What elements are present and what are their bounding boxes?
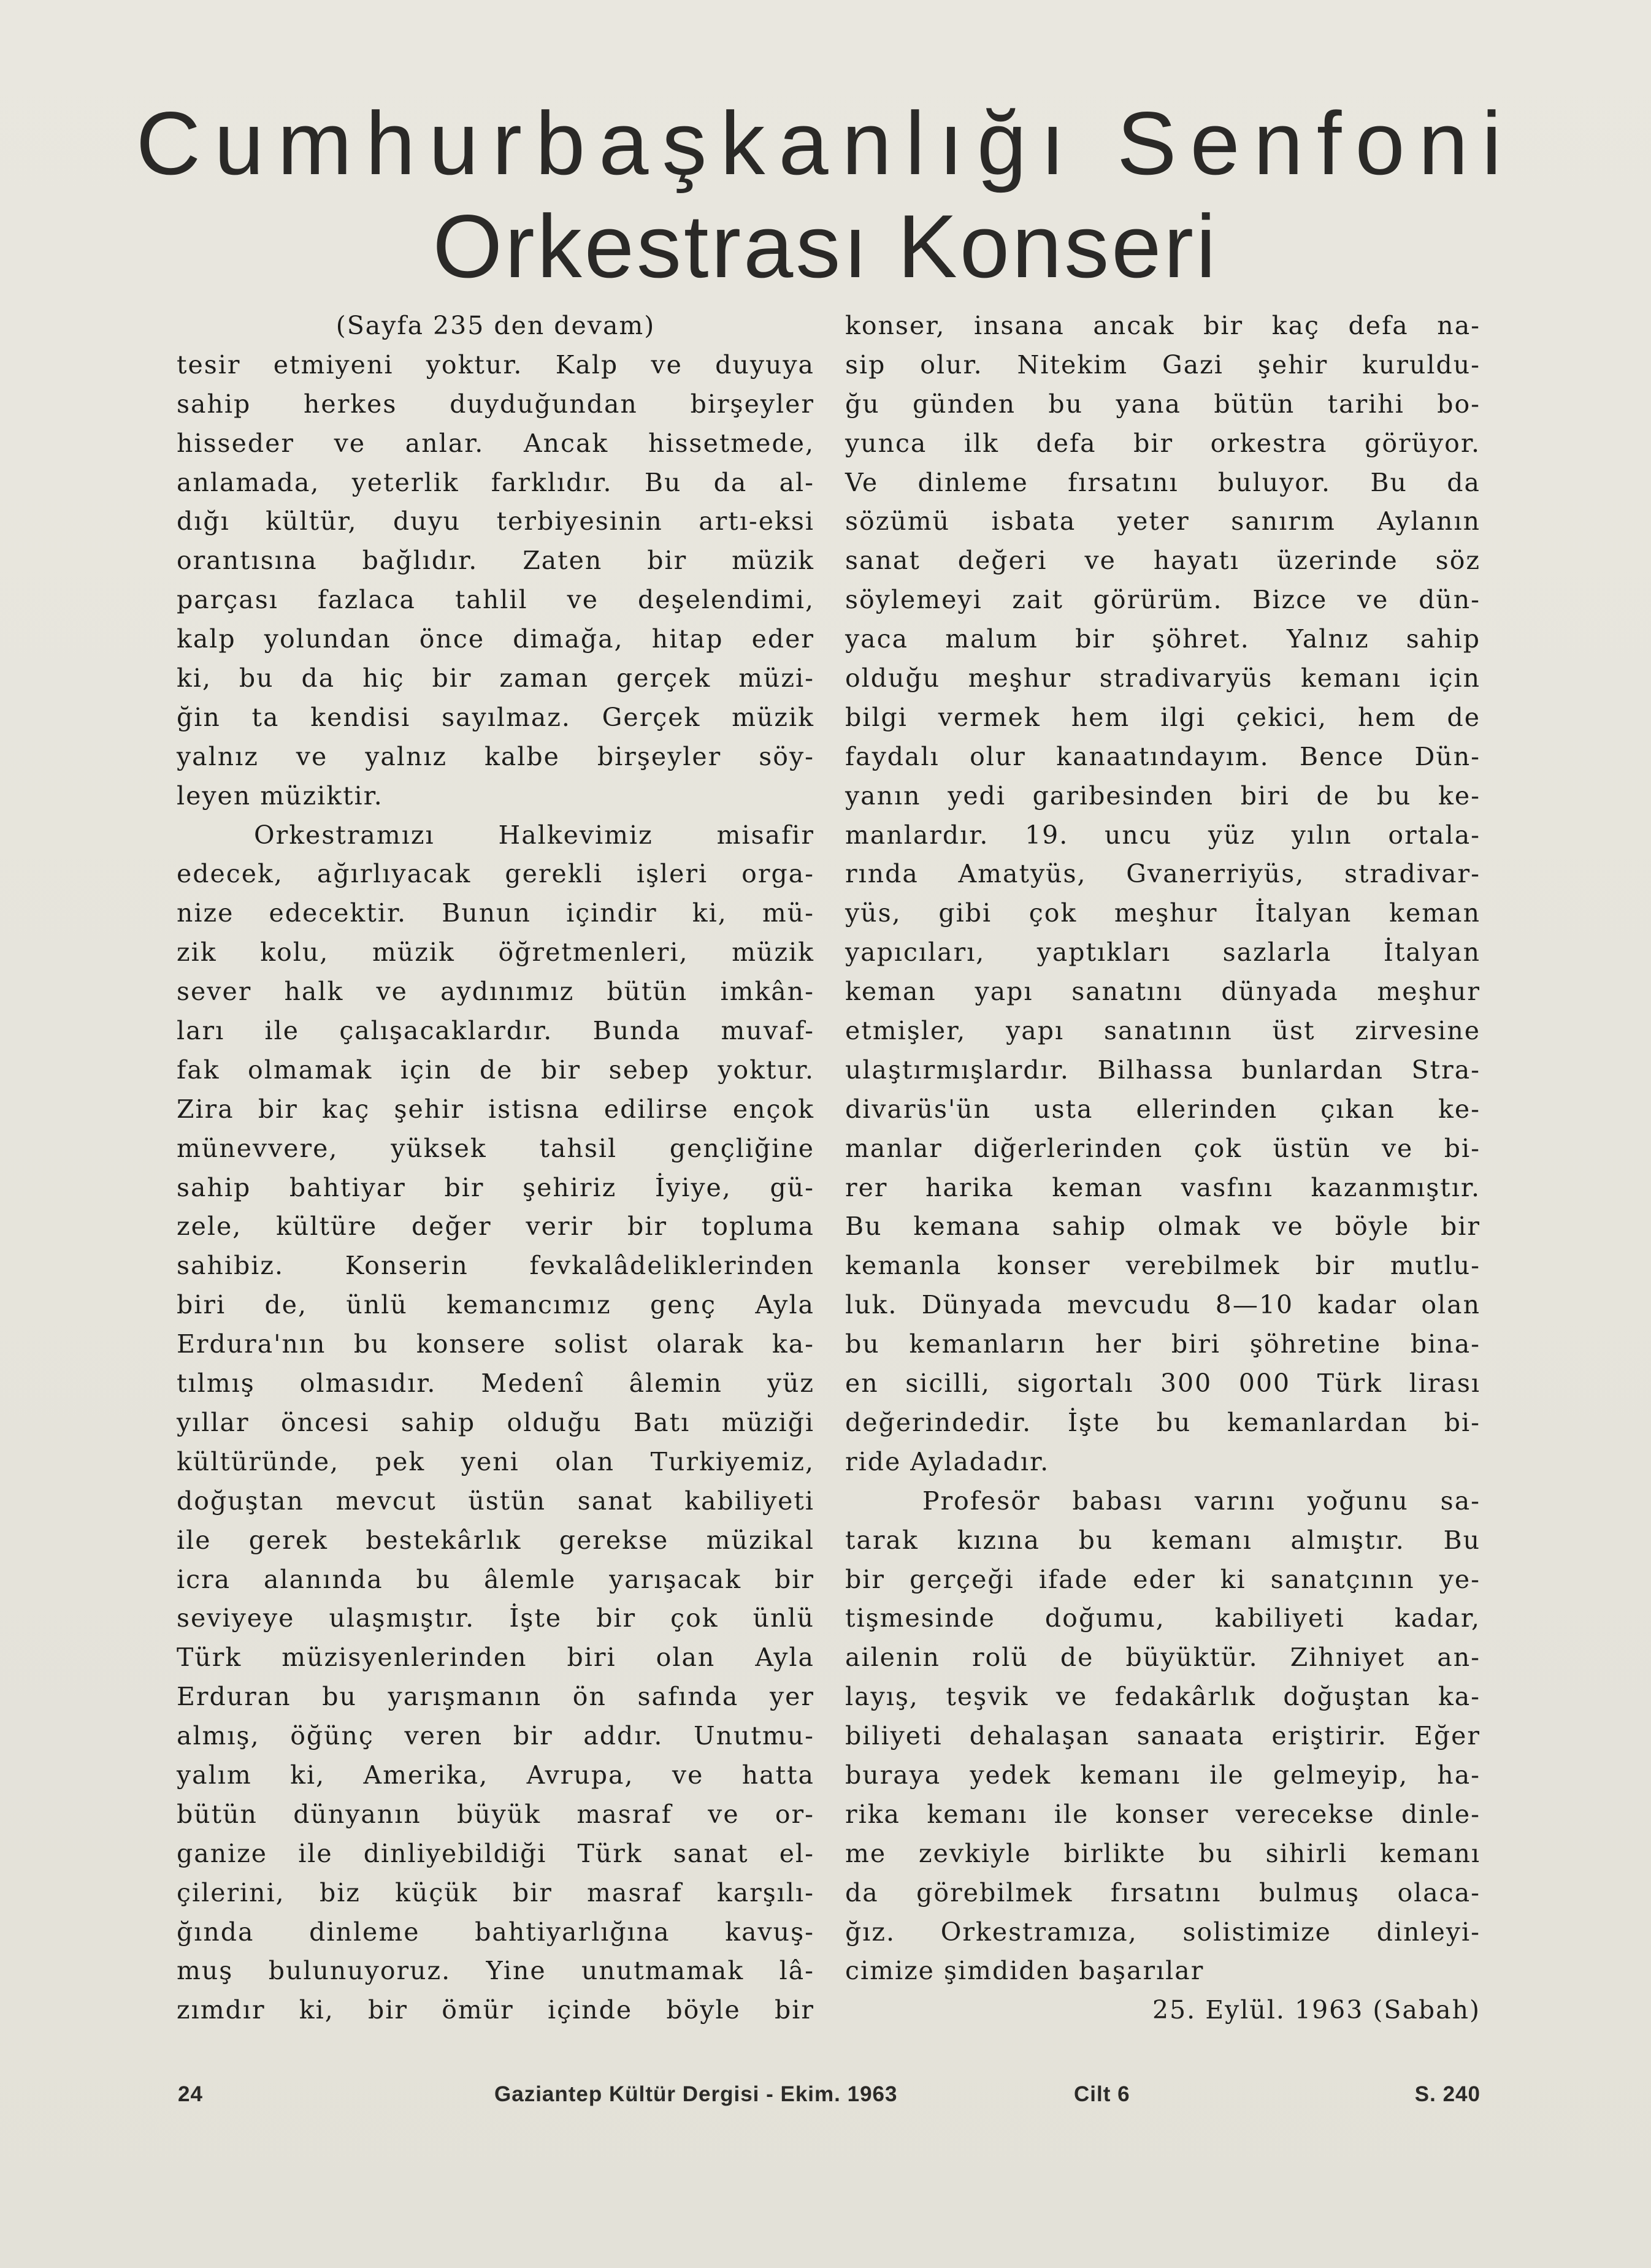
text-line: zik kolu, müzik öğretmenleri, müzik [177, 937, 814, 968]
text-line: Bu kemana sahip olmak ve böyle bir [845, 1212, 1481, 1242]
text-line: yaca malum bir şöhret. Yalnız sahip [845, 624, 1481, 654]
text-line: parçası fazlaca tahlil ve deşelendimi, [177, 585, 814, 615]
text-line: Zira bir kaç şehir istisna edilirse ençok [177, 1094, 814, 1124]
text-line: doğuştan mevcut üstün sanat kabiliyeti [177, 1486, 814, 1516]
text-line: kültüründe, pek yeni olan Turkiyemiz, [177, 1446, 814, 1476]
footer-volume: Cilt 6 [1074, 2082, 1130, 2106]
text-line: ulaştırmışlardır. Bilhassa bunlardan Stra- [845, 1055, 1481, 1085]
article-title-line-2: Orkestrası Konseri [432, 196, 1219, 296]
text-line: manlar diğerlerinden çok üstün ve bi- [845, 1133, 1481, 1163]
text-line: 25. Eylül. 1963 (Sabah) [1152, 1995, 1481, 2025]
text-line: ki, bu da hiç bir zaman gerçek müzi- [177, 663, 814, 693]
text-line: biliyeti dehalaşan sanaata eriştirir. Eğer [845, 1721, 1481, 1751]
text-line: Ve dinleme fırsatını buluyor. Bu da [845, 467, 1481, 497]
text-line: (Sayfa 235 den devam) [335, 311, 656, 340]
text-line: yıllar öncesi sahip olduğu Batı müziği [177, 1407, 814, 1437]
text-line: me zevkiyle birlikte bu sihirli kemanı [845, 1838, 1481, 1868]
text-line: leyen müziktir. [177, 781, 383, 811]
text-line: yunca ilk defa bir orkestra görüyor. [845, 428, 1481, 458]
text-line: bütün dünyanın büyük masraf ve or- [177, 1799, 814, 1829]
page-footer [178, 2082, 1481, 2119]
text-line: almış, öğünç veren bir addır. Unutmu- [177, 1721, 814, 1751]
text-line: etmişler, yapı sanatının üst zirvesine [845, 1016, 1481, 1046]
footer-page-number: 24 [178, 2082, 203, 2106]
text-line: sözümü isbata yeter sanırım Aylanın [845, 506, 1481, 536]
text-line: ları ile çalışacaklardır. Bunda muvaf- [177, 1016, 814, 1046]
text-line: edecek, ağırlıyacak gerekli işleri orga- [177, 859, 814, 889]
text-line: dığı kültür, duyu terbiyesinin artı-eksi [177, 506, 814, 536]
text-line: orantısına bağlıdır. Zaten bir müzik [177, 546, 814, 576]
text-line: tılmış olmasıdır. Medenî âlemin yüz [177, 1369, 814, 1399]
text-line: da görebilmek fırsatını bulmuş olaca- [845, 1877, 1481, 1907]
text-line: kalp yolundan önce dimağa, hitap eder [177, 624, 814, 654]
text-line: keman yapı sanatını dünyada meşhur [845, 977, 1481, 1007]
text-line: kemanla konser verebilmek bir mutlu- [845, 1251, 1481, 1281]
text-line: bilgi vermek hem ilgi çekici, hem de [845, 702, 1481, 732]
text-line: layış, teşvik ve fedakârlık doğuştan ka- [845, 1682, 1481, 1712]
text-line: hisseder ve anlar. Ancak hissetmede, [177, 428, 814, 458]
text-line: olduğu meşhur stradivaryüs kemanı için [845, 663, 1481, 693]
text-line: ğız. Orkestramıza, solistimize dinleyi- [845, 1917, 1481, 1947]
text-line: nize edecektir. Bunun içindir ki, mü- [177, 898, 814, 928]
text-line: luk. Dünyada mevcudu 8—10 kadar olan [845, 1290, 1481, 1320]
text-line: söylemeyi zait görürüm. Bizce ve dün- [845, 585, 1481, 615]
text-line: muş bulunuyoruz. Yine unutmamak lâ- [177, 1956, 814, 1986]
text-line: sip olur. Nitekim Gazi şehir kuruldu- [845, 349, 1481, 380]
text-line: rika kemanı ile konser verecekse dinle- [845, 1799, 1481, 1829]
article-right-column [845, 307, 1481, 2030]
text-line: Orkestramızı Halkevimiz misafir [254, 820, 814, 850]
text-line: tesir etmiyeni yoktur. Kalp ve duyuya [177, 349, 814, 380]
text-line: ğu günden bu yana bütün tarihi bo- [845, 389, 1481, 419]
text-line: ailenin rolü de büyüktür. Zihniyet an- [845, 1643, 1481, 1673]
text-line: Erdura'nın bu konsere solist olarak ka- [177, 1329, 814, 1359]
text-line: buraya yedek kemanı ile gelmeyip, ha- [845, 1760, 1481, 1790]
text-line: anlamada, yeterlik farklıdır. Bu da al- [177, 467, 814, 497]
text-line: icra alanında bu âlemle yarışacak bir [177, 1564, 814, 1594]
text-line: biri de, ünlü kemancımız genç Ayla [177, 1290, 814, 1320]
text-line: seviyeye ulaşmıştır. İşte bir çok ünlü [177, 1603, 814, 1633]
text-line: çilerini, biz küçük bir masraf karşılı- [177, 1877, 814, 1907]
text-line: yalım ki, Amerika, Avrupa, ve hatta [177, 1760, 814, 1790]
text-line: ğin ta kendisi sayılmaz. Gerçek müzik [177, 702, 814, 732]
text-line: yanın yedi garibesinden biri de bu ke- [845, 781, 1481, 811]
text-line: zele, kültüre değer verir bir topluma [177, 1212, 814, 1242]
text-line: sever halk ve aydınımız bütün imkân- [177, 977, 814, 1007]
text-line: faydalı olur kanaatındayım. Bence Dün- [845, 741, 1481, 771]
text-line: manlardır. 19. uncu yüz yılın ortala- [845, 820, 1481, 850]
text-line: fak olmamak için de bir sebep yoktur. [177, 1055, 814, 1085]
text-line: ile gerek bestekârlık gerekse müzikal [177, 1525, 814, 1555]
text-line: sahip bahtiyar bir şehiriz İyiye, gü- [177, 1172, 814, 1202]
text-line: münevvere, yüksek tahsil gençliğine [177, 1133, 814, 1163]
footer-journal-name: Gaziantep Kültür Dergisi - Ekim. 1963 [494, 2082, 898, 2106]
text-line: sahibiz. Konserin fevkalâdeliklerinden [177, 1251, 814, 1281]
text-line: yapıcıları, yaptıkları sazlarla İtalyan [845, 937, 1481, 968]
text-line: rında Amatyüs, Gvanerriyüs, stradivar- [845, 859, 1481, 889]
footer-issue-number: S. 240 [1414, 2082, 1481, 2106]
text-line: Profesör babası varını yoğunu sa- [922, 1486, 1481, 1516]
text-line: tişmesinde doğumu, kabiliyeti kadar, [845, 1603, 1481, 1633]
text-line: tarak kızına bu kemanı almıştır. Bu [845, 1525, 1481, 1555]
text-line: ğında dinleme bahtiyarlığına kavuş- [177, 1917, 814, 1947]
text-line: yüs, gibi çok meşhur İtalyan keman [845, 898, 1481, 928]
text-line: zımdır ki, bir ömür içinde böyle bir [177, 1995, 814, 2025]
article-left-column [177, 307, 814, 2030]
text-line: konser, insana ancak bir kaç defa na- [845, 311, 1481, 340]
text-line: ganize ile dinliyebildiği Türk sanat el- [177, 1838, 814, 1868]
text-line: Erduran bu yarışmanın ön safında yer [177, 1682, 814, 1712]
text-line: sahip herkes duyduğundan birşeyler [177, 389, 814, 419]
text-line: rer harika keman vasfını kazanmıştır. [845, 1172, 1481, 1202]
article-title-line-1: Cumhurbaşkanlığı Senfoni [136, 93, 1515, 193]
text-line: sanat değeri ve hayatı üzerinde söz [845, 546, 1481, 576]
text-line: ride Ayladadır. [845, 1446, 1050, 1476]
text-line: divarüs'ün usta ellerinden çıkan ke- [845, 1094, 1481, 1124]
text-line: yalnız ve yalnız kalbe birşeyler söy- [177, 741, 814, 771]
text-line: en sicilli, sigortalı 300 000 Türk lirası [845, 1369, 1481, 1399]
text-line: cimize şimdiden başarılar [845, 1956, 1205, 1986]
text-line: bir gerçeği ifade eder ki sanatçının ye- [845, 1564, 1481, 1594]
text-line: bu kemanların her biri şöhretine bina- [845, 1329, 1481, 1359]
text-line: Türk müzisyenlerinden biri olan Ayla [177, 1643, 814, 1673]
text-line: değerindedir. İşte bu kemanlardan bi- [845, 1407, 1481, 1437]
